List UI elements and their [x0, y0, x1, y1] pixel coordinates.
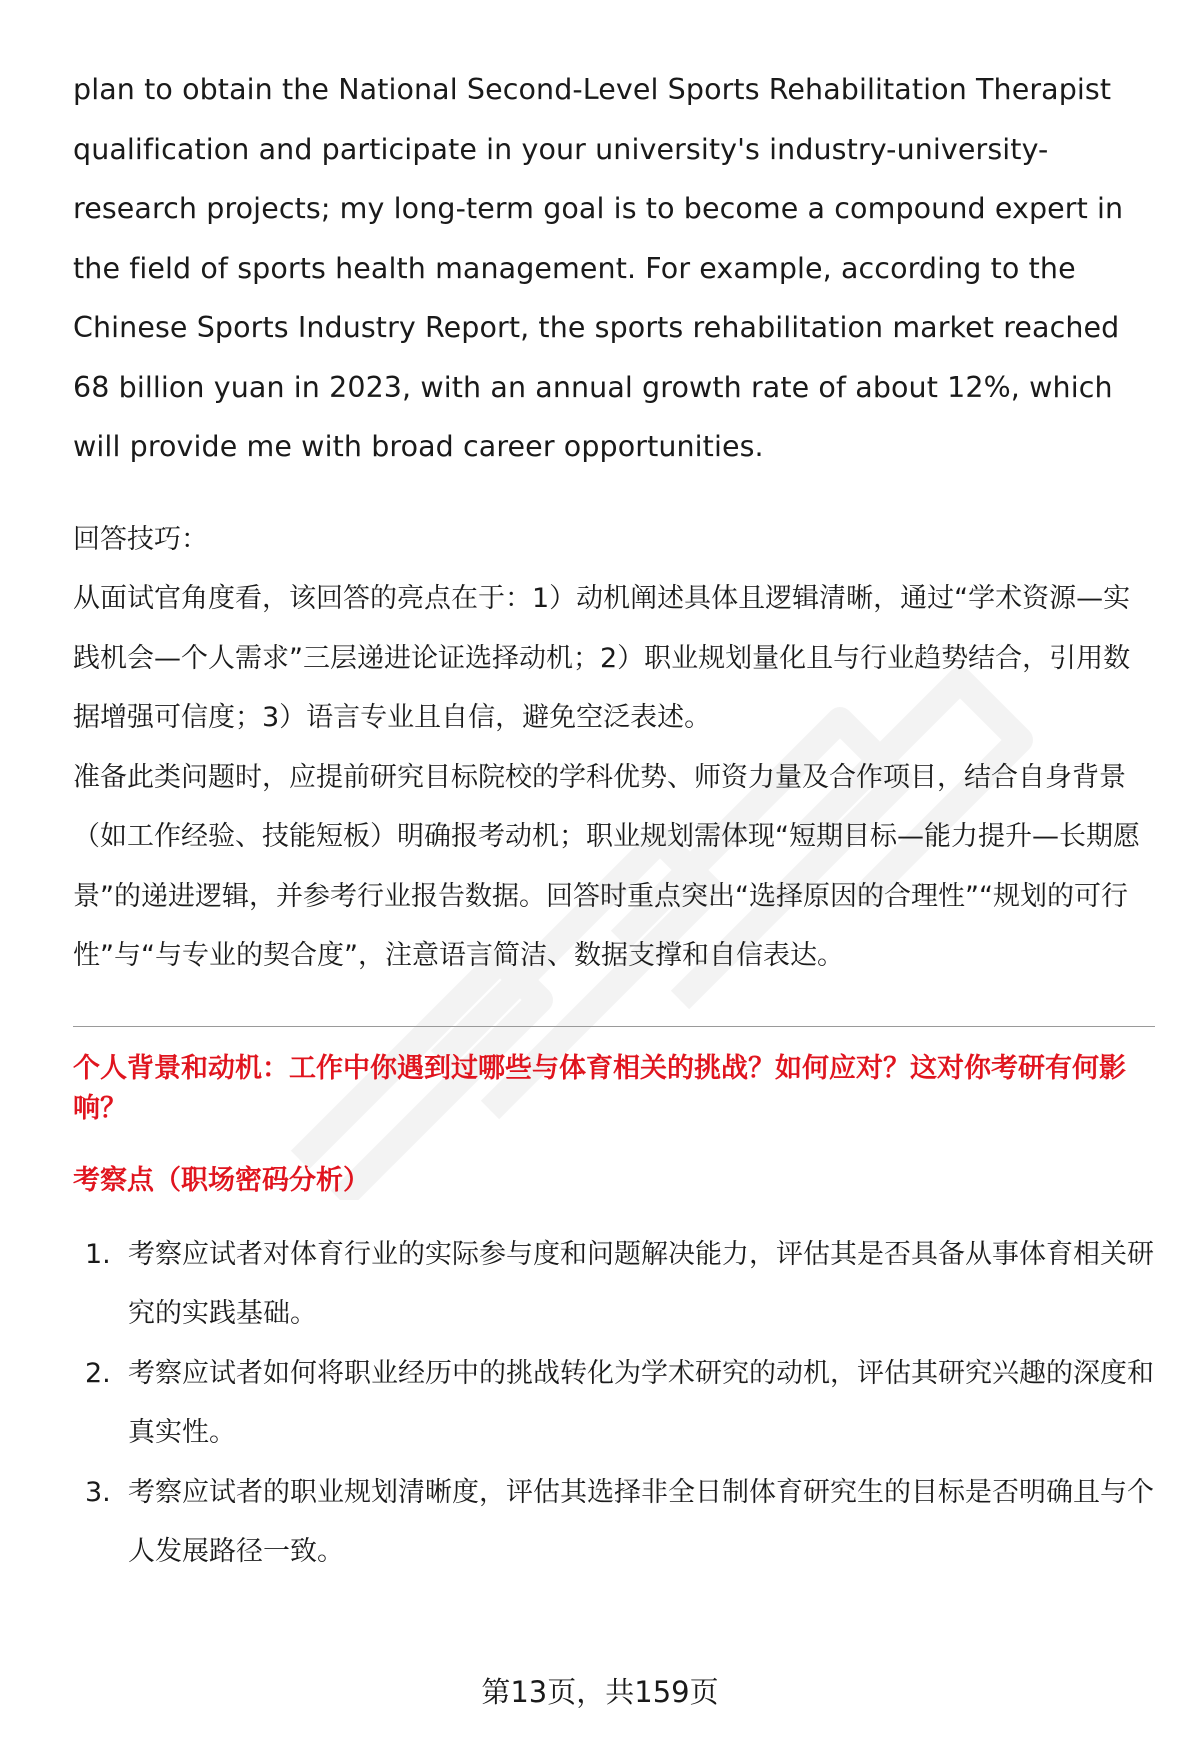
- list-item-text: 考察应试者如何将职业经历中的挑战转化为学术研究的动机，评估其研究兴趣的深度和真实性。: [128, 1357, 1154, 1448]
- section-divider: [73, 1026, 1155, 1027]
- tips-paragraph-1: 从面试官角度看，该回答的亮点在于：1）动机阐述具体且逻辑清晰，通过“学术资源—实践机会—个人需求”三层递进论证选择动机；2）职业规划量化且与行业趋势结合，引用数据增强可信度；3）语言专业且自信，避免空泛表述。: [73, 583, 1131, 733]
- list-item-number: 3.: [85, 1476, 111, 1508]
- assessment-heading: 考察点（职场密码分析）: [73, 1164, 370, 1196]
- intro-paragraph: plan to obtain the National Second-Level Sports Rehabilitation Therapist qualification and participate in your university's industry-university-research projects; my long-term goal is to become a compound expert in the field of sports health management. For example, according to the Chinese Sports Industry Report, the sports rehabilitation market reached 68 billion yuan in 2023, with an annual growth rate of about 12%, which will provide me with broad career opportunities.: [73, 73, 1124, 463]
- assessment-points-list: [73, 1225, 1155, 1582]
- list-item: [73, 1225, 1155, 1344]
- list-item-number: 2.: [85, 1357, 111, 1389]
- tips-paragraph-2: 准备此类问题时，应提前研究目标院校的学科优势、师资力量及合作项目，结合自身背景（如工作经验、技能短板）明确报考动机；职业规划需体现“短期目标—能力提升—长期愿景”的递进逻辑，并参考行业报告数据。回答时重点突出“选择原因的合理性”“规划的可行性”与“与专业的契合度”，注意语言简洁、数据支撑和自信表达。: [73, 761, 1140, 971]
- question-heading: 个人背景和动机：工作中你遇到过哪些与体育相关的挑战？如何应对？这对你考研有何影响？: [73, 1052, 1126, 1124]
- list-item: [73, 1344, 1155, 1463]
- tips-title: 回答技巧：: [73, 523, 208, 555]
- document-page: [73, 60, 1155, 1582]
- page-number-footer: 第13页，共159页: [481, 1675, 719, 1709]
- list-item-number: 1.: [85, 1238, 111, 1270]
- list-item-text: 考察应试者的职业规划清晰度，评估其选择非全日制体育研究生的目标是否明确且与个人发展路径一致。: [128, 1476, 1154, 1567]
- list-item: [73, 1463, 1155, 1582]
- list-item-text: 考察应试者对体育行业的实际参与度和问题解决能力，评估其是否具备从事体育相关研究的实践基础。: [128, 1238, 1154, 1329]
